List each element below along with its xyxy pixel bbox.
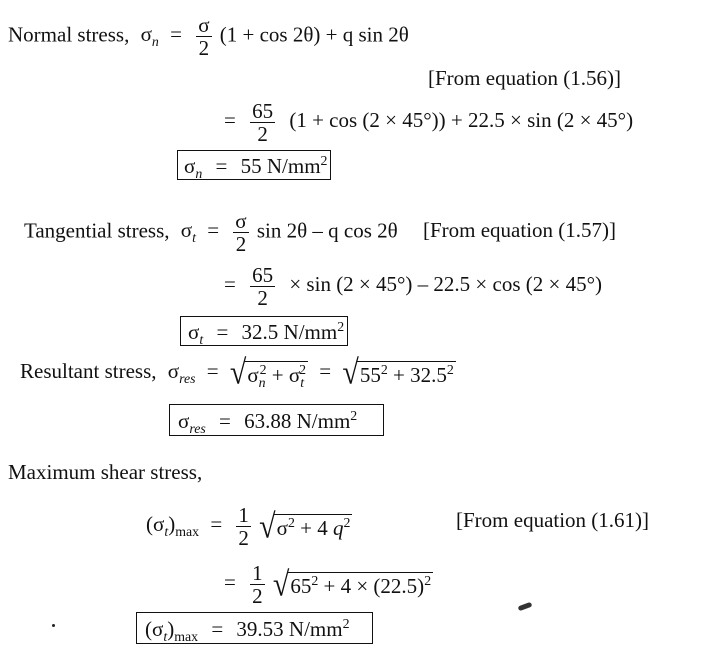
equals-sign: = <box>215 154 228 178</box>
scan-speck <box>52 624 55 627</box>
tangential-stress-label: Tangential stress, <box>24 218 170 243</box>
square-root: $√65^2 + 4 \times (22.5)^2$ <box>272 564 432 603</box>
normal-stress-label: Normal stress, <box>8 22 130 47</box>
max-shear-stress-equation <box>146 504 352 549</box>
normal-stress-symbol: $\sigma_n$ <box>140 22 159 50</box>
square-root: $√\sigma^2 + 4$ $q^2$ <box>259 506 351 545</box>
resultant-stress-equation <box>20 353 456 392</box>
substitution-expression: (1 + cos (2 × 45°)) + 22.5 × sin (2 × 45°) <box>289 108 634 133</box>
tangential-stress-equation <box>24 210 616 255</box>
square-root: $√55^2 + 32.5^2$ <box>342 353 454 392</box>
result-symbol: $(\sigma_t)_{max}$ <box>145 617 199 645</box>
result-value: 32.5 $N/mm^2$ <box>241 319 345 344</box>
tangential-stress-result <box>188 319 345 348</box>
result-value: 63.88 $N/mm^2$ <box>244 408 358 433</box>
result-value: 55 $N/mm^2$ <box>240 153 328 178</box>
normal-stress-reference: [From equation (1.56)] <box>428 66 622 90</box>
equals-sign: = <box>216 320 229 344</box>
scan-speck <box>518 602 533 611</box>
normal-stress-substitution <box>224 100 633 145</box>
equals-sign: = <box>224 272 236 297</box>
max-shear-stress-label: Maximum shear stress, <box>8 460 203 484</box>
max-shear-stress-symbol: $(\sigma_t)_{max}$ <box>146 512 200 540</box>
equals-sign: = <box>211 617 224 641</box>
equals-sign: = <box>210 512 223 537</box>
normal-stress-formula: (1 + cos 2θ) + q sin 2θ <box>219 22 409 47</box>
tangential-stress-formula: sin 2θ – q cos 2θ <box>256 218 398 243</box>
equals-sign: = <box>224 570 236 595</box>
fraction: $\frac{\sigma}{2}$ <box>235 209 247 257</box>
equals-sign: = <box>219 409 231 433</box>
max-shear-stress-result <box>145 616 350 645</box>
result-value: 39.53 $N/mm^2$ <box>236 616 350 641</box>
resultant-stress-symbol: $\sigma_{res}$ <box>167 358 196 386</box>
result-symbol: $\sigma_n$ <box>184 154 203 182</box>
max-shear-stress-reference: [From equation (1.61)] <box>456 508 650 532</box>
fraction: $\frac{65}{2}$ <box>252 99 274 147</box>
normal-stress-equation <box>8 14 409 59</box>
fraction: $\frac{65}{2}$ <box>252 263 274 311</box>
fraction: $\frac{1}{2}$ <box>238 503 249 551</box>
tangential-stress-reference: [From equation (1.57)] <box>422 218 617 243</box>
fraction: $\frac{1}{2}$ <box>252 561 263 609</box>
square-root: $√\sigma_n^2 + \sigma_t^2$ <box>229 353 306 392</box>
resultant-stress-label: Resultant stress, <box>20 358 157 383</box>
result-symbol: $\sigma_t$ <box>188 320 204 348</box>
max-shear-stress-substitution <box>224 562 433 607</box>
tangential-stress-substitution <box>224 264 602 309</box>
equals-sign: = <box>319 358 332 383</box>
equals-sign: = <box>207 218 220 243</box>
fraction: $\frac{\sigma}{2}$ <box>198 13 210 61</box>
equals-sign: = <box>224 108 236 133</box>
resultant-stress-result <box>178 408 358 437</box>
tangential-stress-symbol: $\sigma_t$ <box>180 218 196 246</box>
equals-sign: = <box>206 358 219 383</box>
normal-stress-result <box>184 153 328 182</box>
result-symbol: $\sigma_{res}$ <box>178 409 206 437</box>
equals-sign: = <box>170 22 182 47</box>
substitution-expression: × sin (2 × 45°) – 22.5 × cos (2 × 45°) <box>289 272 602 297</box>
